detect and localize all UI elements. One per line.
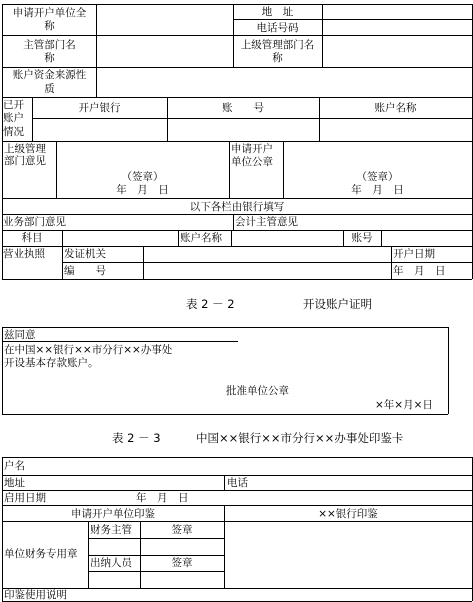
table-2-2-title: 开设账户证明	[303, 297, 372, 311]
bank-fill-note: 以下各栏由银行填写	[189, 201, 285, 213]
table-2-2-number: 表 2 － 2	[186, 297, 235, 311]
start-date-ymd: 年 月 日	[136, 492, 189, 504]
acct-name-label: 户名	[4, 460, 25, 472]
superior-dept-label-2: 称	[272, 52, 283, 64]
card-phone-label: 电话	[227, 477, 248, 489]
address-label: 地 址	[261, 6, 294, 18]
cashier-sign: 签章	[171, 557, 193, 569]
usage-label: 印鉴使用说明	[4, 589, 67, 601]
superior-opinion-label: 上级管理	[4, 143, 46, 155]
fund-source-label: 账户资金来源性	[12, 69, 87, 81]
open-date-ymd: 年 月 日	[393, 265, 446, 277]
finance-seal-label: 单位财务专用章	[4, 548, 78, 560]
approve-seal-label: 批准单位公章	[226, 385, 289, 397]
finance-head-sign: 签章	[171, 524, 193, 536]
opened-account-label-3: 情况	[3, 126, 24, 138]
accounting-opinion-label: 会计主管意见	[235, 216, 298, 228]
seal-text-2: （签章）	[356, 171, 399, 183]
open-date-label: 开户日期	[393, 248, 435, 260]
cert-line-1: 在中国××银行××市分行××办事处	[4, 344, 173, 356]
license-no-label: 编 号	[64, 265, 106, 277]
bank-seal-header: ××银行印鉴	[318, 508, 378, 520]
issuer-label: 发证机关	[64, 248, 106, 260]
account-name-header: 账户名称	[374, 102, 417, 114]
superior-opinion-label-2: 部门意见	[4, 155, 46, 167]
date-text-2: 年 月 日	[351, 184, 404, 196]
table-2-3-title: 中国××银行××市分行××办事处印鉴卡	[196, 431, 404, 445]
table-2-3-number: 表 2 － 3	[112, 431, 161, 445]
account-name-label: 账户名称	[180, 232, 222, 244]
phone-label: 电话号码	[256, 22, 299, 34]
finance-head-label: 财务主管	[90, 524, 132, 536]
unit-seal-header: 申请开户单位印鉴	[71, 508, 155, 520]
fund-source-label-2: 质	[44, 83, 55, 95]
seal-text: （签章）	[121, 171, 164, 183]
agree-text: 兹同意	[4, 329, 36, 341]
applicant-seal-label-2: 单位公章	[231, 156, 273, 168]
business-opinion-label: 业务部门意见	[3, 216, 66, 228]
card-address-label: 地址	[4, 477, 25, 489]
bank-header: 开户银行	[78, 102, 121, 114]
opened-account-label-2: 账户	[3, 112, 24, 124]
subject-label: 科目	[21, 232, 43, 244]
cashier-label: 出纳人员	[90, 557, 132, 569]
cert-line-2: 开设基本存款账户。	[4, 357, 99, 369]
superior-dept-label: 上级管理部门名	[240, 39, 315, 51]
start-date-label: 启用日期	[4, 492, 46, 504]
applicant-seal-label: 申请开户	[231, 143, 273, 155]
competent-dept-label: 主管部门名	[23, 39, 76, 51]
account-no-header: 账 号	[222, 102, 264, 114]
date-text: 年 月 日	[116, 184, 169, 196]
apply-unit-fullname-label-2: 称	[44, 20, 55, 32]
apply-unit-fullname-label: 申请开户单位全	[12, 7, 87, 19]
opened-account-label: 已开	[3, 99, 24, 111]
account-no-label: 账号	[351, 232, 373, 244]
license-label: 营业执照	[3, 248, 45, 260]
cert-date: ×年×月×日	[375, 399, 433, 411]
competent-dept-label-2: 称	[44, 52, 55, 64]
